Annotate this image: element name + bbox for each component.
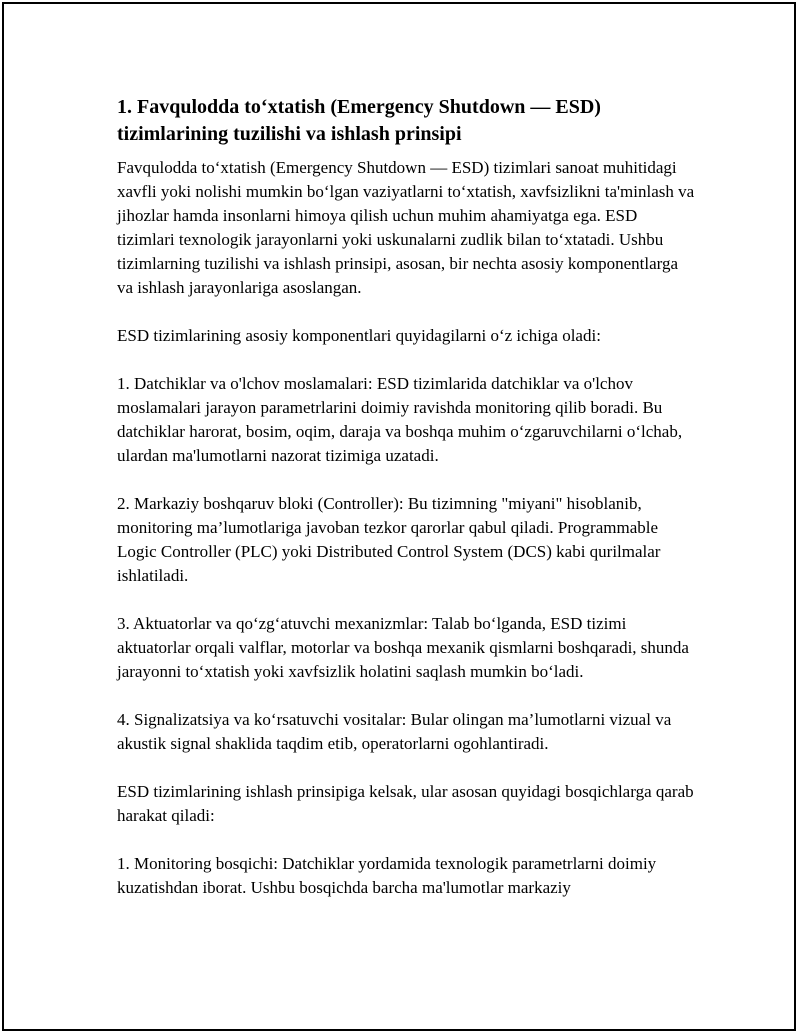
monitoring-stage-paragraph: 1. Monitoring bosqichi: Datchiklar yordamida texnologik parametrlarni doimiy kuzatishdan iborat. Ushbu bosqichda barcha ma'lumotlar markaziy bbox=[117, 854, 657, 897]
section-heading: 1. Favqulodda to‘xtatish (Emergency Shutdown — ESD) tizimlarining tuzilishi va ishlash prinsipi bbox=[117, 96, 601, 145]
intro-paragraph: Favqulodda to‘xtatish (Emergency Shutdown — ESD) tizimlari sanoat muhitidagi xavfli yoki nolishi mumkin bo‘lgan vaziyatlarni to‘xtatish, xavfsizlikni ta'minlash va jihozlar hamda insonlarni himoya qilish uchun muhim ahamiyatga ega. ESD tizimlari texnologik jarayonlarni yoki uskunalarni zudlik bilan to‘xtatadi. Ushbu tizimlarning tuzilishi va ishlash prinsipi, asosan, bir nechta asosiy komponentlarga va ishlash jarayonlariga asoslangan. bbox=[117, 158, 695, 297]
principle-intro-paragraph: ESD tizimlarining ishlash prinsipiga kelsak, ular asosan quyidagi bosqichlarga qarab harakat qiladi: bbox=[117, 782, 694, 825]
component-actuators-paragraph: 3. Aktuatorlar va qo‘zg‘atuvchi mexanizmlar: Talab bo‘lganda, ESD tizimi aktuatorlar orqali valflar, motorlar va boshqa mexanik qismlarni boshqaradi, shunda jarayonni to‘xtatish yoki xavfsizlik holatini saqlash mumkin bo‘ladi. bbox=[117, 614, 689, 681]
components-intro-paragraph: ESD tizimlarining asosiy komponentlari quyidagilarni o‘z ichiga oladi: bbox=[117, 326, 601, 345]
component-signaling-paragraph: 4. Signalizatsiya va ko‘rsatuvchi vositalar: Bular olingan ma’lumotlarni vizual va akustik signal shaklida taqdim etib, operatorlarni ogohlantiradi. bbox=[117, 710, 672, 753]
document-body bbox=[117, 94, 697, 924]
component-sensors-paragraph: 1. Datchiklar va o'lchov moslamalari: ESD tizimlarida datchiklar va o'lchov moslamalari jarayon parametrlarini doimiy ravishda monitoring qilib boradi. Bu datchiklar harorat, bosim, oqim, daraja va boshqa muhim o‘zgaruvchilarni o‘lchab, ulardan ma'lumotlarni nazorat tizimiga uzatadi. bbox=[117, 374, 683, 465]
component-controller-paragraph: 2. Markaziy boshqaruv bloki (Controller): Bu tizimning "miyani" hisoblanib, monitoring ma’lumotlariga javoban tezkor qarorlar qabul qiladi. Programmable Logic Controller (PLC) yoki Distributed Control System (DCS) kabi qurilmalar ishlatiladi. bbox=[117, 494, 661, 585]
